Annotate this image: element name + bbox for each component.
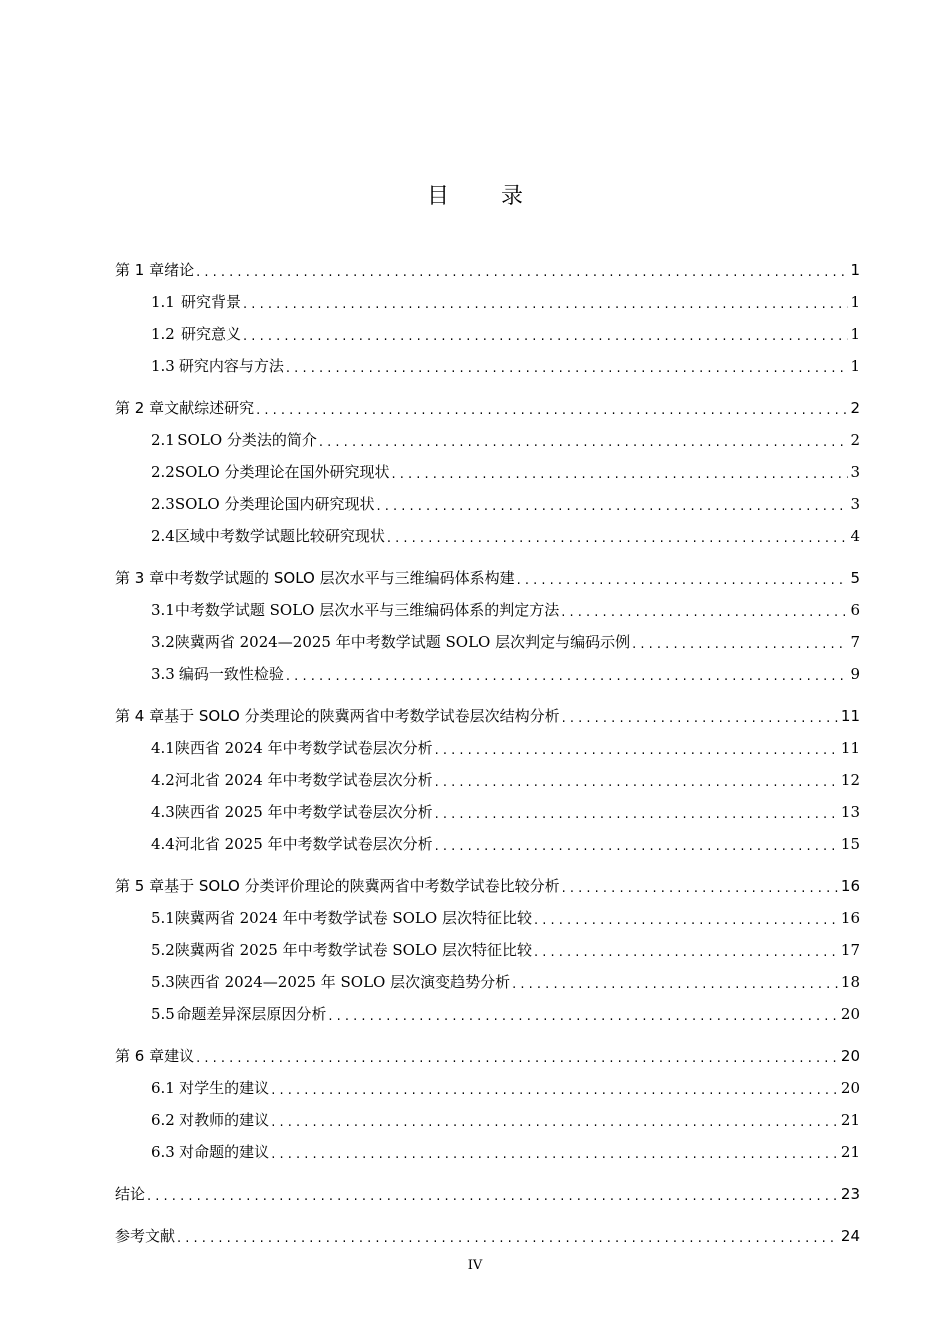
dot-leader — [512, 972, 839, 998]
toc-entry-chapter[interactable] — [115, 254, 860, 286]
dot-leader — [196, 1046, 839, 1072]
toc-entry-number: 1.3 — [151, 357, 175, 375]
toc-entry-page: 24 — [840, 1227, 860, 1245]
toc-entry-title: 陕西省 2024 年中考数学试卷层次分析 — [174, 739, 433, 757]
dot-leader — [286, 664, 849, 690]
dot-leader — [562, 876, 839, 902]
dot-leader — [534, 908, 839, 934]
toc-entry-chapter[interactable] — [115, 392, 860, 424]
dot-leader — [435, 802, 839, 828]
toc-entry-number: 3.2 — [151, 633, 175, 651]
toc-entry-section[interactable] — [115, 966, 860, 998]
dot-leader — [376, 494, 848, 520]
toc-entry-title: SOLO 分类理论在国外研究现状 — [174, 463, 390, 481]
toc-entry-page: 2 — [850, 399, 860, 417]
toc-entry-section[interactable] — [115, 658, 860, 690]
dot-leader — [328, 1004, 839, 1030]
toc-entry-page: 1 — [850, 325, 860, 343]
toc-entry-title: 绪论 — [164, 261, 195, 279]
toc-entry-page: 15 — [840, 835, 860, 853]
toc-entry-title: 河北省 2024 年中考数学试卷层次分析 — [174, 771, 433, 789]
toc-entry-title: 中考数学试题的 SOLO 层次水平与三维编码体系构建 — [164, 569, 515, 587]
toc-entry-page: 21 — [840, 1143, 860, 1161]
toc-entry-page: 7 — [850, 633, 860, 651]
toc-entry-title: 对学生的建议 — [179, 1079, 270, 1097]
toc-entry-title: 陕西省 2024—2025 年 SOLO 层次演变趋势分析 — [174, 973, 511, 991]
toc-entry-number: 4.4 — [151, 835, 175, 853]
toc-entry-page: 16 — [840, 909, 860, 927]
toc-entry-section[interactable] — [115, 626, 860, 658]
toc-entry-section[interactable] — [115, 902, 860, 934]
dot-leader — [534, 940, 839, 966]
toc-entry-page: 1 — [850, 357, 860, 375]
toc-entry-title: 河北省 2025 年中考数学试卷层次分析 — [174, 835, 433, 853]
dot-leader — [435, 738, 839, 764]
toc-entry-section[interactable] — [115, 318, 860, 350]
toc-entry-title: 结论 — [115, 1185, 146, 1203]
dot-leader — [177, 1226, 839, 1252]
dot-leader — [562, 706, 839, 732]
toc-entry-number: 5.1 — [151, 909, 175, 927]
toc-entry-page: 18 — [840, 973, 860, 991]
toc-entry-chapter[interactable] — [115, 700, 860, 732]
toc-entry-section[interactable] — [115, 594, 860, 626]
toc-entry-page: 20 — [840, 1047, 860, 1065]
toc-entry-title: 基于 SOLO 分类理论的陕冀两省中考数学试卷层次结构分析 — [164, 707, 560, 725]
toc-entry-section[interactable] — [115, 998, 860, 1030]
toc-entry-title: 陕冀两省 2024—2025 年中考数学试题 SOLO 层次判定与编码示例 — [174, 633, 631, 651]
toc-entry-page: 21 — [840, 1111, 860, 1129]
toc-entry-page: 3 — [850, 495, 860, 513]
toc-entry-number: 4.1 — [151, 739, 175, 757]
toc-entry-title: 基于 SOLO 分类评价理论的陕冀两省中考数学试卷比较分析 — [164, 877, 560, 895]
dot-leader — [271, 1078, 839, 1104]
toc-entry-number: 4.2 — [151, 771, 175, 789]
toc-entry-title: 命题差异深层原因分析 — [176, 1005, 327, 1023]
dot-leader — [271, 1142, 839, 1168]
toc-entry-number: 5.3 — [151, 973, 175, 991]
toc-entry-end[interactable] — [115, 1178, 860, 1210]
toc-entry-number: 3.1 — [151, 601, 175, 619]
toc-entry-number: 2.1 — [151, 431, 175, 449]
toc-entry-end[interactable] — [115, 1220, 860, 1252]
dot-leader — [387, 526, 849, 552]
toc-entry-title: 研究意义 — [181, 325, 242, 343]
dot-leader — [286, 356, 849, 382]
toc-entry-section[interactable] — [115, 732, 860, 764]
toc-entry-number: 1.1 — [151, 293, 175, 311]
toc-entry-chapter[interactable] — [115, 1040, 860, 1072]
toc-entry-number: 5.5 — [151, 1005, 175, 1023]
toc-entry-page: 11 — [840, 739, 860, 757]
toc-entry-section[interactable] — [115, 1136, 860, 1168]
toc-entry-title: 研究背景 — [181, 293, 242, 311]
toc-entry-page: 9 — [850, 665, 860, 683]
toc-entry-page: 3 — [850, 463, 860, 481]
dot-leader — [561, 600, 848, 626]
toc-entry-section[interactable] — [115, 520, 860, 552]
toc-entry-page: 20 — [840, 1005, 860, 1023]
toc-entry-title: 文献综述研究 — [164, 399, 255, 417]
dot-leader — [243, 292, 848, 318]
toc-entry-number: 2.4 — [151, 527, 175, 545]
toc-entry-title: 中考数学试题 SOLO 层次水平与三维编码体系的判定方法 — [174, 601, 560, 619]
toc-entry-number: 第 1 章 — [115, 261, 165, 279]
toc-entry-number: 6.2 — [151, 1111, 175, 1129]
toc-entry-page: 5 — [850, 569, 860, 587]
dot-leader — [435, 770, 839, 796]
toc-entry-number: 5.2 — [151, 941, 175, 959]
toc-entry-page: 12 — [840, 771, 860, 789]
toc-entry-number: 1.2 — [151, 325, 175, 343]
toc-entry-number: 3.3 — [151, 665, 175, 683]
toc-entry-chapter[interactable] — [115, 562, 860, 594]
dot-leader — [147, 1184, 839, 1210]
toc-entry-title: 陕西省 2025 年中考数学试卷层次分析 — [174, 803, 433, 821]
toc-entry-section[interactable] — [115, 1072, 860, 1104]
toc-entry-title: 参考文献 — [115, 1227, 176, 1245]
toc-entry-title: 研究内容与方法 — [178, 357, 284, 375]
toc-entry-page: 13 — [840, 803, 860, 821]
toc-entry-title: 陕冀两省 2024 年中考数学试卷 SOLO 层次特征比较 — [174, 909, 532, 927]
toc-entry-title: 对教师的建议 — [179, 1111, 270, 1129]
page-title: 目录 — [426, 184, 575, 209]
table-of-contents — [115, 254, 860, 1252]
dot-leader — [271, 1110, 839, 1136]
dot-leader — [517, 568, 849, 594]
dot-leader — [632, 632, 848, 658]
toc-entry-page: 1 — [850, 261, 860, 279]
toc-entry-page: 1 — [850, 293, 860, 311]
toc-entry-title: 对命题的建议 — [179, 1143, 270, 1161]
toc-entry-title: SOLO 分类法的简介 — [177, 431, 317, 449]
toc-entry-section[interactable] — [115, 934, 860, 966]
toc-entry-title: 陕冀两省 2025 年中考数学试卷 SOLO 层次特征比较 — [174, 941, 532, 959]
toc-entry-section[interactable] — [115, 796, 860, 828]
toc-entry-page: 11 — [840, 707, 860, 725]
toc-entry-section[interactable] — [115, 424, 860, 456]
toc-entry-section[interactable] — [115, 286, 860, 318]
toc-entry-number: 4.3 — [151, 803, 175, 821]
toc-entry-number: 2.2 — [151, 463, 175, 481]
dot-leader — [319, 430, 849, 456]
dot-leader — [196, 260, 848, 286]
toc-entry-section[interactable] — [115, 1104, 860, 1136]
toc-entry-title: 编码一致性检验 — [178, 665, 284, 683]
toc-entry-number: 6.3 — [151, 1143, 175, 1161]
toc-entry-title: 建议 — [164, 1047, 195, 1065]
toc-entry-title: SOLO 分类理论国内研究现状 — [174, 495, 375, 513]
toc-entry-page: 23 — [840, 1185, 860, 1203]
toc-entry-title: 区域中考数学试题比较研究现状 — [174, 527, 385, 545]
toc-entry-section[interactable] — [115, 488, 860, 520]
toc-entry-section[interactable] — [115, 764, 860, 796]
toc-entry-number: 2.3 — [151, 495, 175, 513]
toc-entry-number: 第 5 章 — [115, 877, 165, 895]
dot-leader — [435, 834, 839, 860]
toc-entry-number: 第 3 章 — [115, 569, 165, 587]
dot-leader — [391, 462, 848, 488]
dot-leader — [243, 324, 848, 350]
toc-entry-page: 16 — [840, 877, 860, 895]
toc-entry-number: 第 4 章 — [115, 707, 165, 725]
dot-leader — [256, 398, 848, 424]
toc-entry-page: 6 — [850, 601, 860, 619]
toc-entry-section[interactable] — [115, 456, 860, 488]
toc-entry-number: 6.1 — [151, 1079, 175, 1097]
toc-entry-number: 第 2 章 — [115, 399, 165, 417]
toc-entry-section[interactable] — [115, 350, 860, 382]
toc-entry-chapter[interactable] — [115, 870, 860, 902]
toc-entry-page: 4 — [850, 527, 860, 545]
page-number: IV — [467, 1258, 483, 1273]
toc-entry-section[interactable] — [115, 828, 860, 860]
toc-entry-page: 20 — [840, 1079, 860, 1097]
toc-entry-page: 17 — [840, 941, 860, 959]
toc-entry-page: 2 — [850, 431, 860, 449]
toc-entry-number: 第 6 章 — [115, 1047, 165, 1065]
